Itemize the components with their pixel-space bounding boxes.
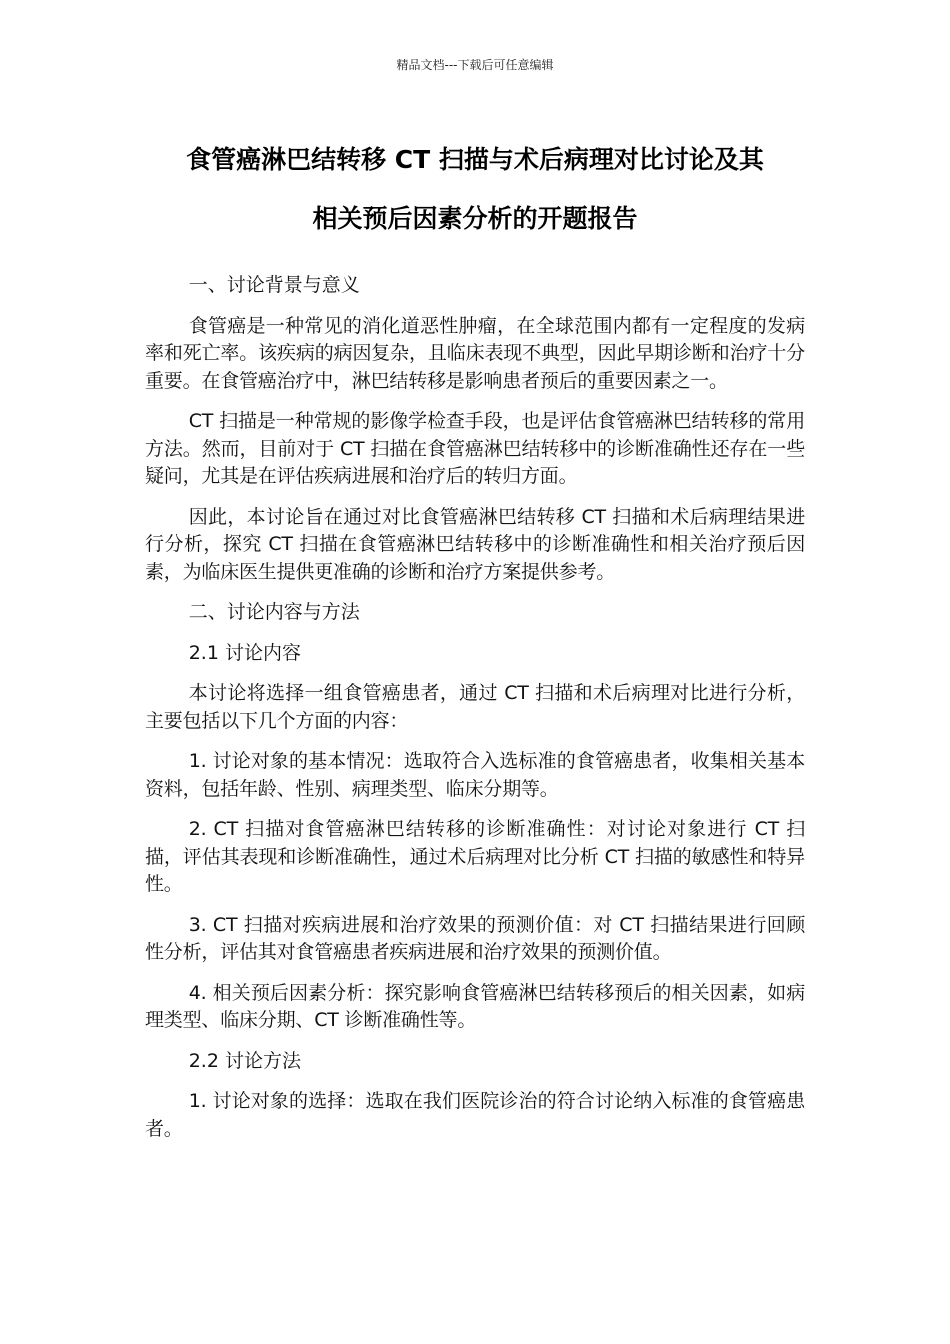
list-item-content-1: 1. 讨论对象的基本情况：选取符合入选标准的食管癌患者，收集相关基本资料，包括年龄、性别、病理类型、临床分期等。: [145, 750, 805, 800]
document-title-line-2: 相关预后因素分析的开题报告: [312, 204, 638, 233]
list-item-content-3: 3. CT 扫描对疾病进展和治疗效果的预测价值：对 CT 扫描结果进行回顾性分析，评估其对食管癌患者疾病进展和治疗效果的预测价值。: [145, 913, 805, 963]
page-header-watermark: 精品文档---下载后可任意编辑: [396, 58, 554, 72]
subsection-heading-content: 2.1 讨论内容: [188, 641, 301, 664]
list-item-method-1: 1. 讨论对象的选择：选取在我们医院诊治的符合讨论纳入标准的食管癌患者。: [145, 1090, 805, 1140]
section-heading-background: 一、讨论背景与意义: [188, 274, 360, 296]
paragraph-background-3: 因此，本讨论旨在通过对比食管癌淋巴结转移 CT 扫描和术后病理结果进行分析，探究 CT 扫描在食管癌淋巴结转移中的诊断准确性和相关治疗预后因素，为临床医生提供更准确的诊断和治疗方案提供参考。: [145, 505, 805, 583]
subsection-heading-method: 2.2 讨论方法: [188, 1049, 301, 1072]
document-title-line-1: 食管癌淋巴结转移 CT 扫描与术后病理对比讨论及其: [186, 145, 764, 174]
paragraph-background-2: CT 扫描是一种常规的影像学检查手段，也是评估食管癌淋巴结转移的常用方法。然而，目前对于 CT 扫描在食管癌淋巴结转移中的诊断准确性还存在一些疑问，尤其是在评估疾病进展和治疗后的转归方面。: [145, 410, 805, 487]
document-title: [100, 130, 850, 248]
list-item-content-4: 4. 相关预后因素分析：探究影响食管癌淋巴结转移预后的相关因素，如病理类型、临床分期、CT 诊断准确性等。: [145, 981, 805, 1031]
document-body: [145, 272, 805, 1156]
paragraph-content-intro: 本讨论将选择一组食管癌患者，通过 CT 扫描和术后病理对比进行分析，主要包括以下几个方面的内容：: [145, 682, 805, 732]
paragraph-background-1: 食管癌是一种常见的消化道恶性肿瘤，在全球范围内都有一定程度的发病率和死亡率。该疾病的病因复杂，且临床表现不典型，因此早期诊断和治疗十分重要。在食管癌治疗中，淋巴结转移是影响患者预后的重要因素之一。: [145, 314, 805, 392]
list-item-content-2: 2. CT 扫描对食管癌淋巴结转移的诊断准确性：对讨论对象进行 CT 扫描，评估其表现和诊断准确性，通过术后病理对比分析 CT 扫描的敏感性和特异性。: [145, 818, 805, 895]
section-heading-content-method: 二、讨论内容与方法: [188, 601, 360, 623]
